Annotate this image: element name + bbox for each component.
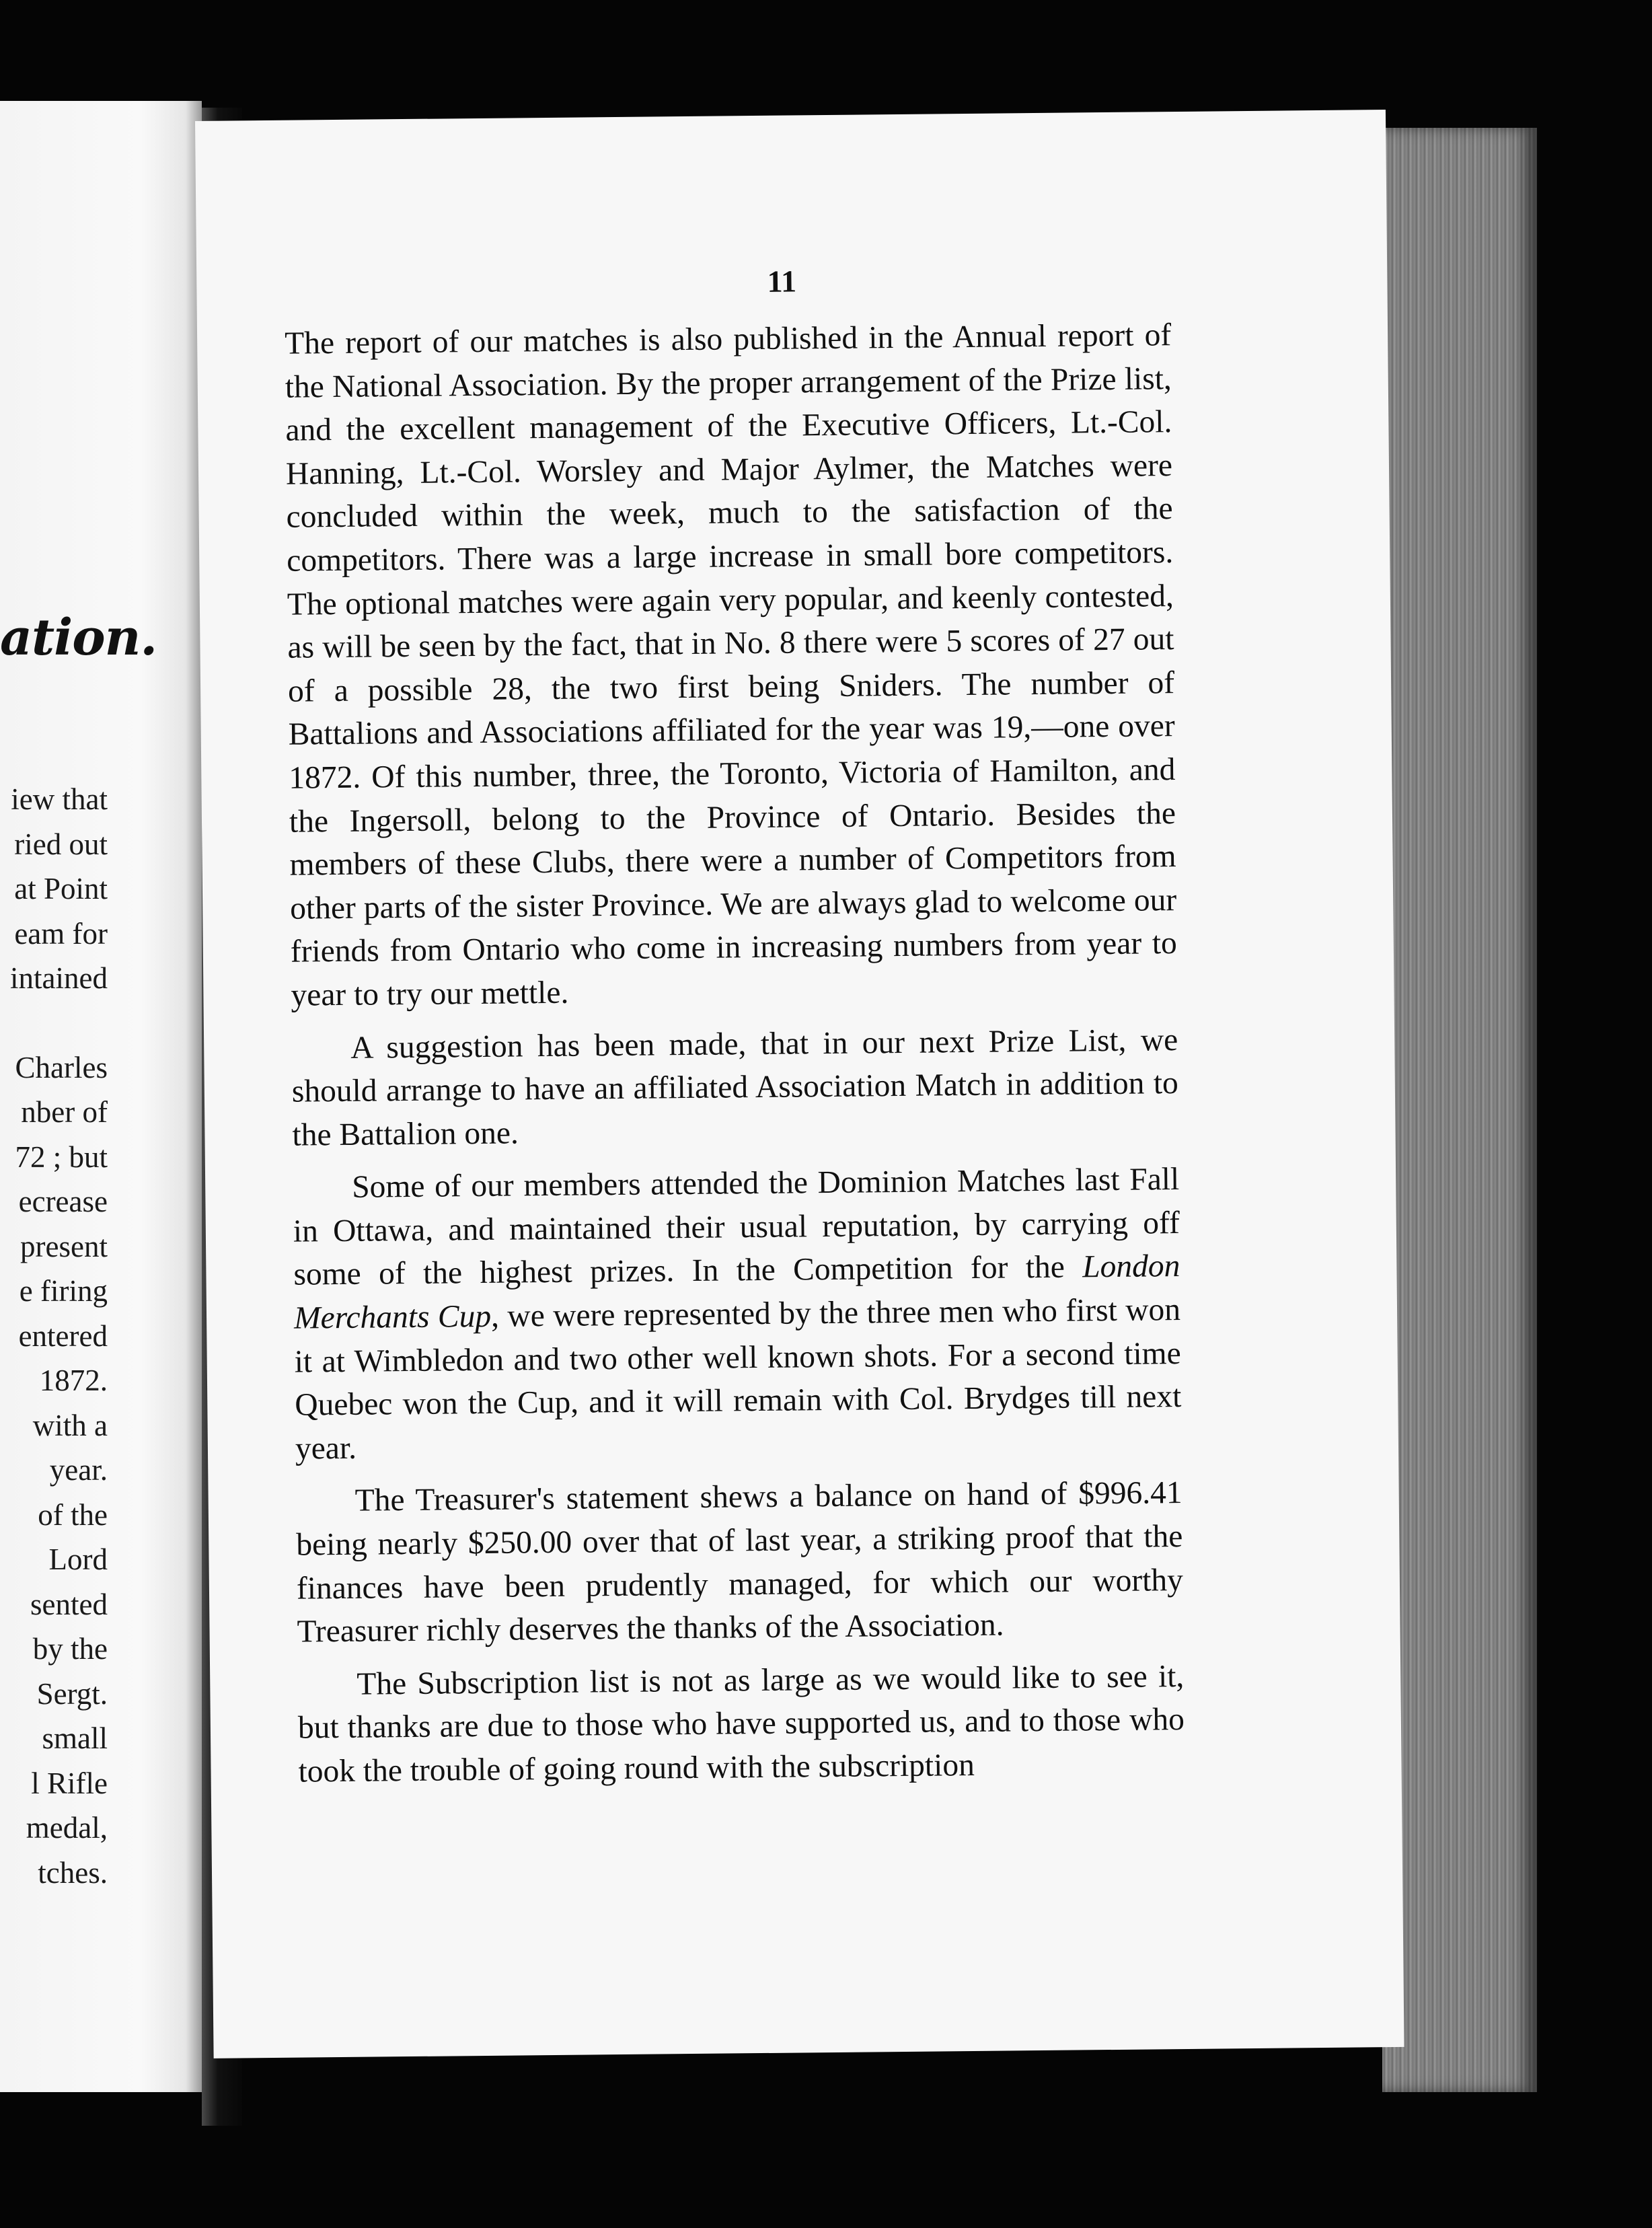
- paragraph-dominion-matches: [293, 1158, 1182, 1471]
- page-number: 11: [767, 264, 797, 299]
- previous-page-line: sented: [30, 1587, 108, 1621]
- previous-page-line: Sergt.: [36, 1676, 108, 1711]
- previous-page-line: [0, 1001, 108, 1045]
- previous-page-line: intained: [10, 961, 108, 995]
- previous-page-line: 72 ; but: [15, 1140, 108, 1174]
- previous-page-line: tches.: [38, 1855, 108, 1890]
- previous-page-line: ecrease: [18, 1185, 108, 1218]
- previous-page-line: eam for: [14, 916, 108, 951]
- previous-page-line: l Rifle: [31, 1766, 108, 1800]
- previous-page-line: iew that: [11, 782, 108, 816]
- paragraph-text: , we were represented by the three men who first won it at Wimbledon and two other well known shots. For a second time Quebec won the Cup, and it will remain with Col. Brydges till next year.: [294, 1292, 1182, 1466]
- previous-page-line: Lord: [48, 1543, 108, 1576]
- previous-page-line: Charles: [15, 1050, 108, 1084]
- previous-page-line: with a: [32, 1408, 108, 1442]
- previous-page-line: year.: [49, 1453, 108, 1487]
- previous-page-line: by the: [32, 1632, 108, 1666]
- previous-page-line: entered: [18, 1319, 108, 1353]
- previous-page-line: of the: [38, 1497, 108, 1532]
- previous-page: [0, 101, 202, 2092]
- paragraph-text: Some of our members attended the Dominion Matches last Fall in Ottawa, and maintained their usual reputation, by carrying off some of the highest prizes. In the Competition for the: [293, 1162, 1180, 1293]
- previous-page-line: 1872.: [39, 1364, 108, 1397]
- paragraph-treasurer: The Treasurer's statement shews a balance on hand of $996.41 being nearly $250.00 over that of last year, a striking proof that the finances have been prudently managed, for which our worthy Treasurer richly deserves the thanks of the Association.: [296, 1475, 1184, 1649]
- paragraph-subscription: The Subscription list is not as large as we would like to see it, but thanks are due to those who have supported us, and to those who took the trouble of going round with the subscription: [297, 1658, 1185, 1789]
- previous-page-line: nber of: [21, 1095, 108, 1129]
- book-page: [195, 110, 1404, 2058]
- previous-page-line: e firing: [19, 1274, 108, 1308]
- page-stack-edge: [1382, 128, 1537, 2092]
- previous-page-line: small: [42, 1721, 108, 1755]
- page-body: [285, 313, 1185, 1803]
- previous-page-text: [0, 777, 108, 1895]
- previous-page-heading: ation.: [0, 609, 157, 667]
- previous-page-line: present: [20, 1229, 108, 1263]
- paragraph-suggestion: A suggestion has been made, that in our next Prize List, we should arrange to have an affiliated Association Match in addition to the Battalion one.: [291, 1022, 1179, 1153]
- previous-page-line: medal,: [26, 1811, 108, 1845]
- paragraph-match-report: The report of our matches is also published in the Annual report of the National Association. By the proper arrangement of the Prize list, and the excellent management of the Executive Officers, Lt.-Col. Hanning, Lt.-Col. Worsley and Major Aylmer, the Matches were concluded within the week, much to the satisfaction of the competitors. There was a large increase in small bore competitors. The optional matches were again very popular, and keenly contested, as will be seen by the fact, that in No. 8 there were 5 scores of 27 out of a possible 28, the two first being Sniders. The number of Battalions and Associations affiliated for the year was 19,—one over 1872. Of this number, three, the Toronto, Victoria of Hamilton, and the Ingersoll, belong to the Province of Ontario. Besides the members of these Clubs, there were a number of Competitors from other parts of the sister Province. We are always glad to welcome our friends from Ontario who come in increasing numbers from year to year to try our mettle.: [284, 318, 1178, 1013]
- cup-name: London Merchants Cup: [293, 1249, 1180, 1336]
- previous-page-line: ried out: [14, 827, 108, 861]
- previous-page-line: at Point: [14, 872, 108, 905]
